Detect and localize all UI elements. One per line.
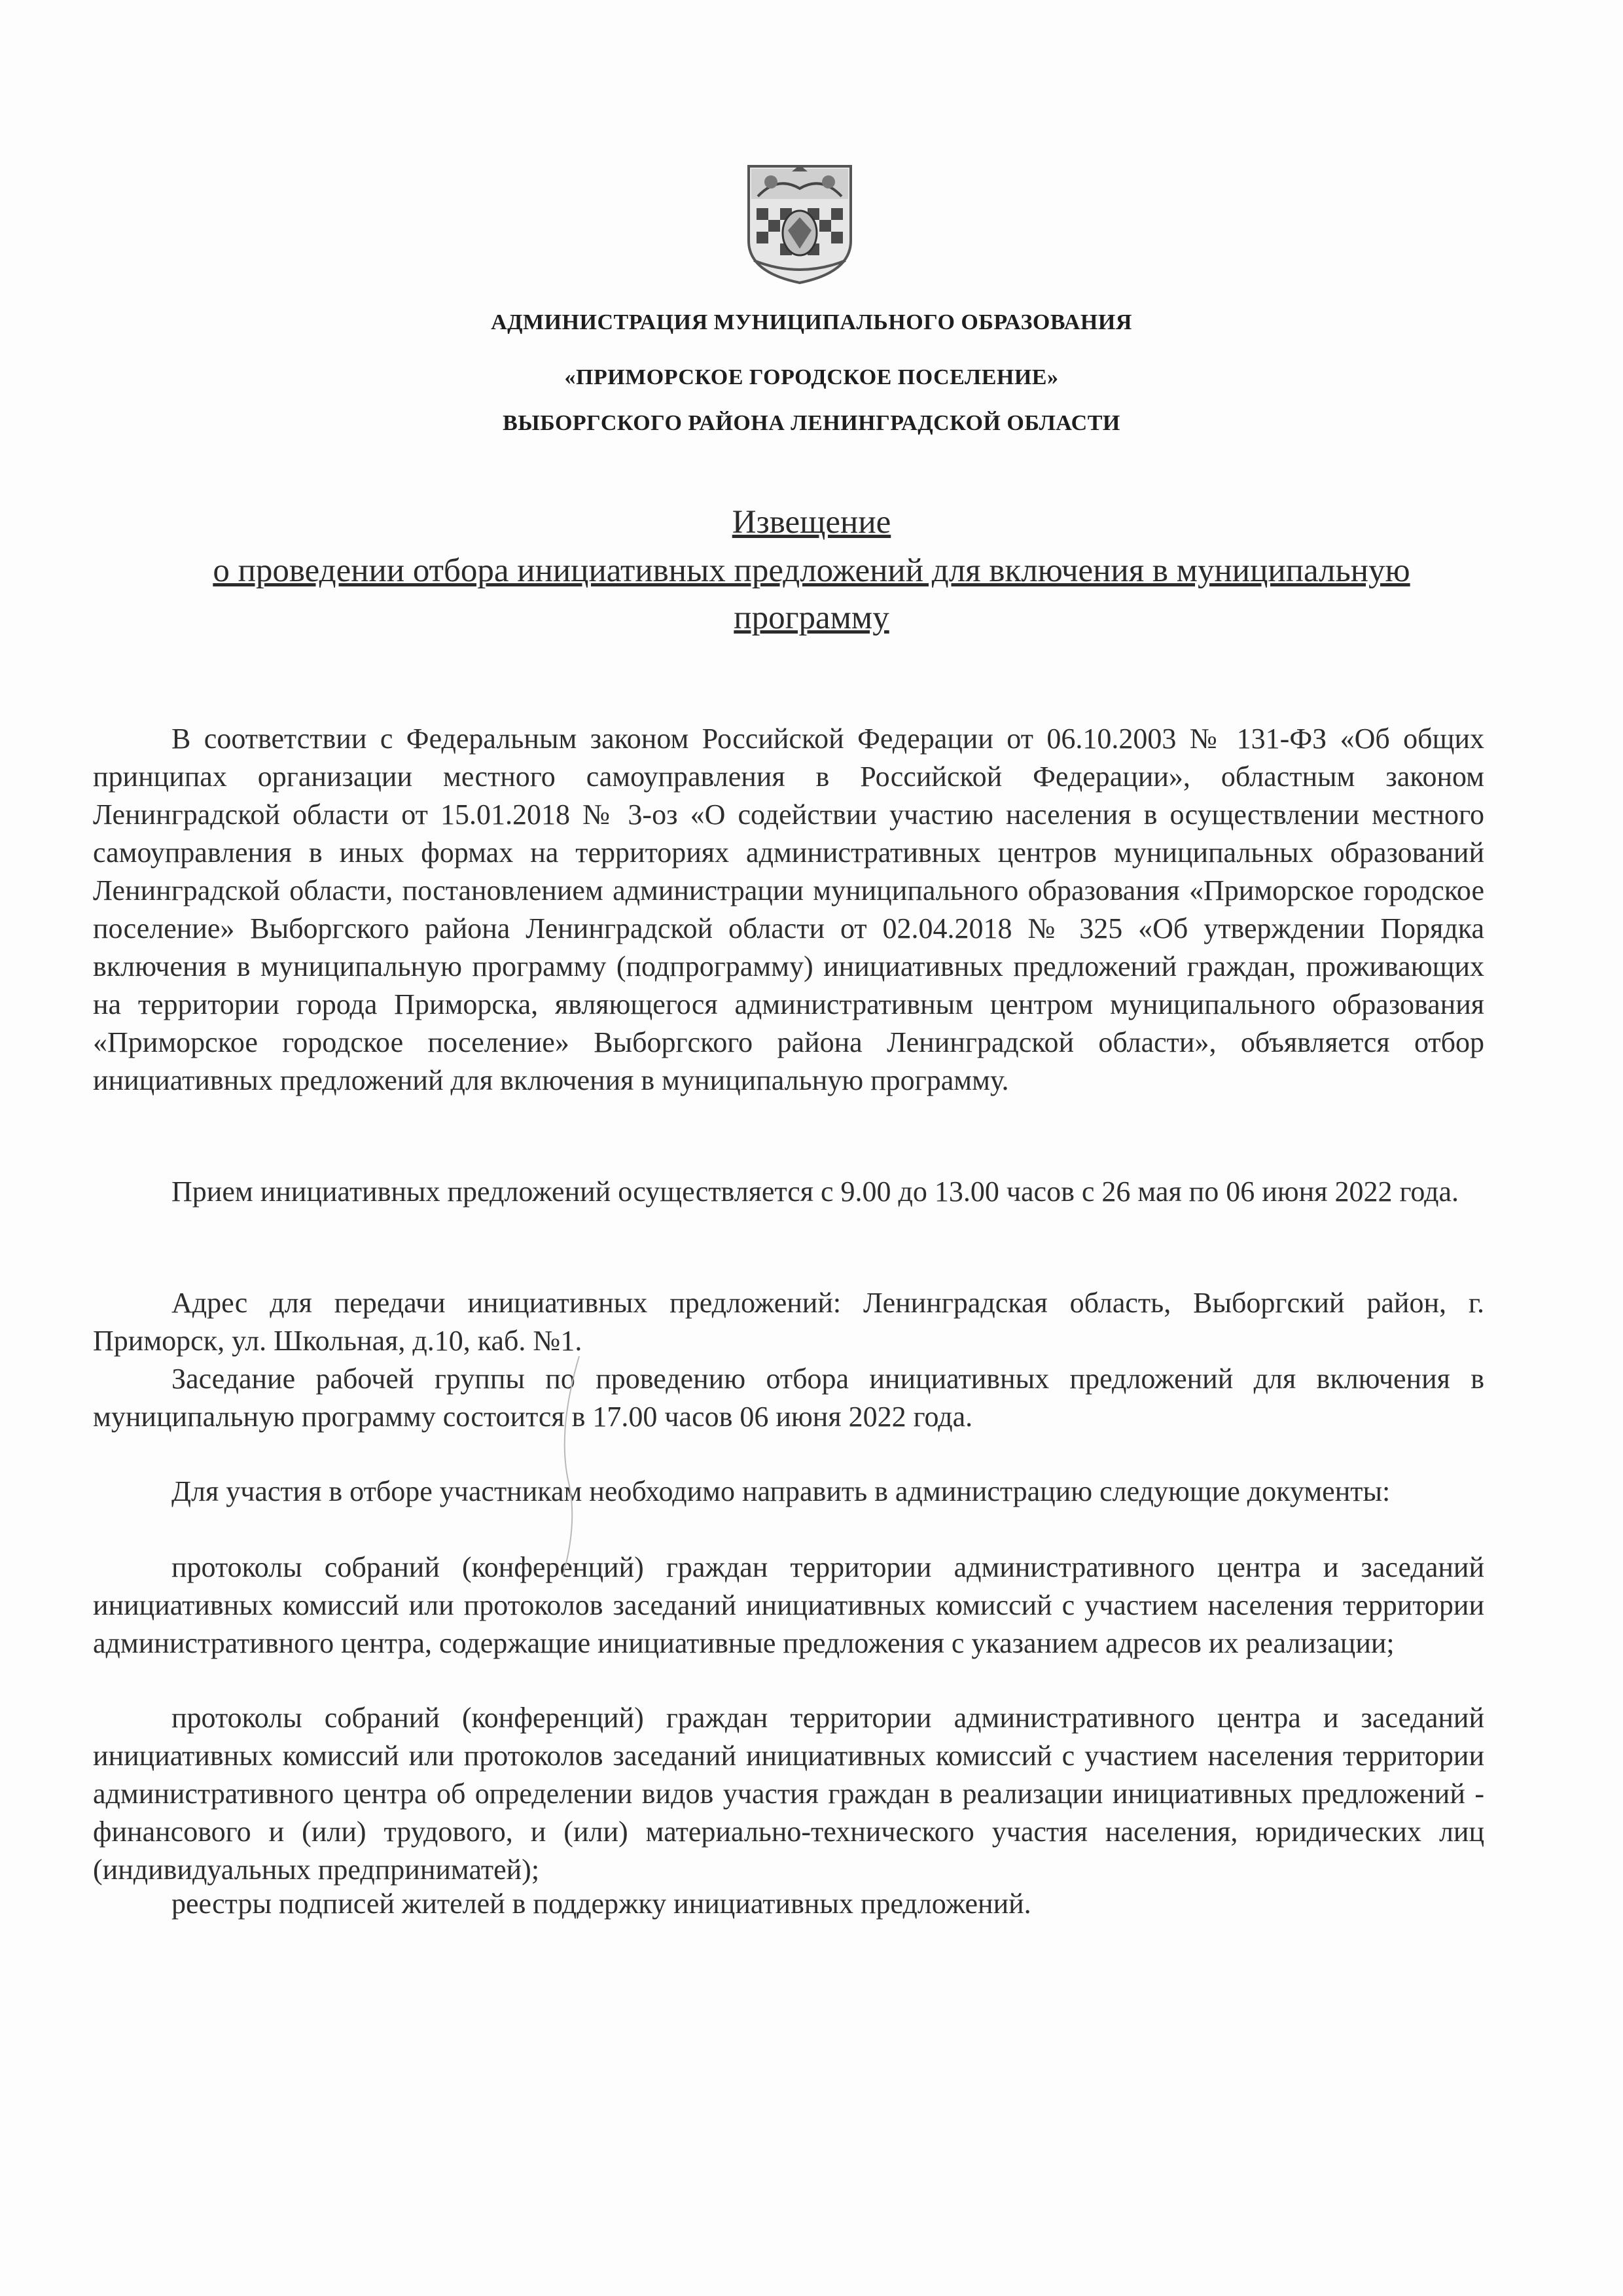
notice-title: Извещение <box>732 504 891 541</box>
header-line-3: ВЫБОРГСКОГО РАЙОНА ЛЕНИНГРАДСКОЙ ОБЛАСТИ <box>503 411 1120 435</box>
notice-subtitle-line-1: о проведении отбора инициативных предложений для включения в муниципальную <box>213 552 1410 589</box>
scan-artifact-line <box>543 1355 582 1577</box>
list-item-protocols-participation: протоколы собраний (конференций) граждан территории административного центра и заседаний инициативных комиссий или протоколов заседаний инициативных комиссий с участием населения территории административного центра об определении видов участия граждан в реализации инициативных предложений - финансового и (или) трудового, и (или) материально-технического участия населения, юридических лиц (индивидуальных предприниматей); <box>93 1702 1484 1886</box>
list-item-protocols-addresses: протоколы собраний (конференций) граждан территории административного центра и заседаний инициативных комиссий или протоколов заседаний инициативных комиссий с участием населения территории административного центра, содержащие инициативные предложения с указанием адресов их реализации; <box>93 1551 1484 1659</box>
coat-of-arms-icon <box>745 162 855 285</box>
header-line-2: «ПРИМОРСКОЕ ГОРОДСКОЕ ПОСЕЛЕНИЕ» <box>564 365 1059 389</box>
paragraph-documents-intro: Для участия в отборе участникам необходимо направить в администрацию следующие документы: <box>171 1475 1391 1507</box>
header-line-1: АДМИНИСТРАЦИЯ МУНИЦИПАЛЬНОГО ОБРАЗОВАНИЯ <box>491 310 1132 334</box>
paragraph-legal-basis: В соответствии с Федеральным законом Российской Федерации от 06.10.2003 № 131-ФЗ «Об общих принципах организации местного самоуправления в Российской Федерации», областным законом Ленинградской области от 15.01.2018 № 3-оз «О содействии участию населения в осуществлении местного самоуправления в иных формах на территориях административных центров муниципальных образований Ленинградской области, постановлением администрации муниципального образования «Приморское городское поселение» Выборгского района Ленинградской области от 02.04.2018 № 325 «Об утверждении Порядка включения в муниципальную программу (подпрограмму) инициативных предложений граждан, проживающих на территории города Приморска, являющегося административным центром муниципального образования «Приморское городское поселение» Выборгского района Ленинградской области», объявляется отбор инициативных предложений для включения в муниципальную программу. <box>93 723 1484 1096</box>
paragraph-address: Адрес для передачи инициативных предложений: Ленинградская область, Выборгский район, г. Приморск, ул. Школьная, д.10, каб. №1. <box>93 1287 1484 1357</box>
notice-subtitle-line-2: программу <box>734 600 889 636</box>
paragraph-meeting: Заседание рабочей группы по проведению отбора инициативных предложений для включения в муниципальную программу состоится в 17.00 часов 06 июня 2022 года. <box>93 1363 1484 1433</box>
paragraph-reception-time: Прием инициативных предложений осуществляется с 9.00 до 13.00 часов с 26 мая по 06 июня 2022 года. <box>171 1175 1459 1208</box>
list-item-signatures-registry: реестры подписей жителей в поддержку инициативных предложений. <box>171 1888 1031 1920</box>
